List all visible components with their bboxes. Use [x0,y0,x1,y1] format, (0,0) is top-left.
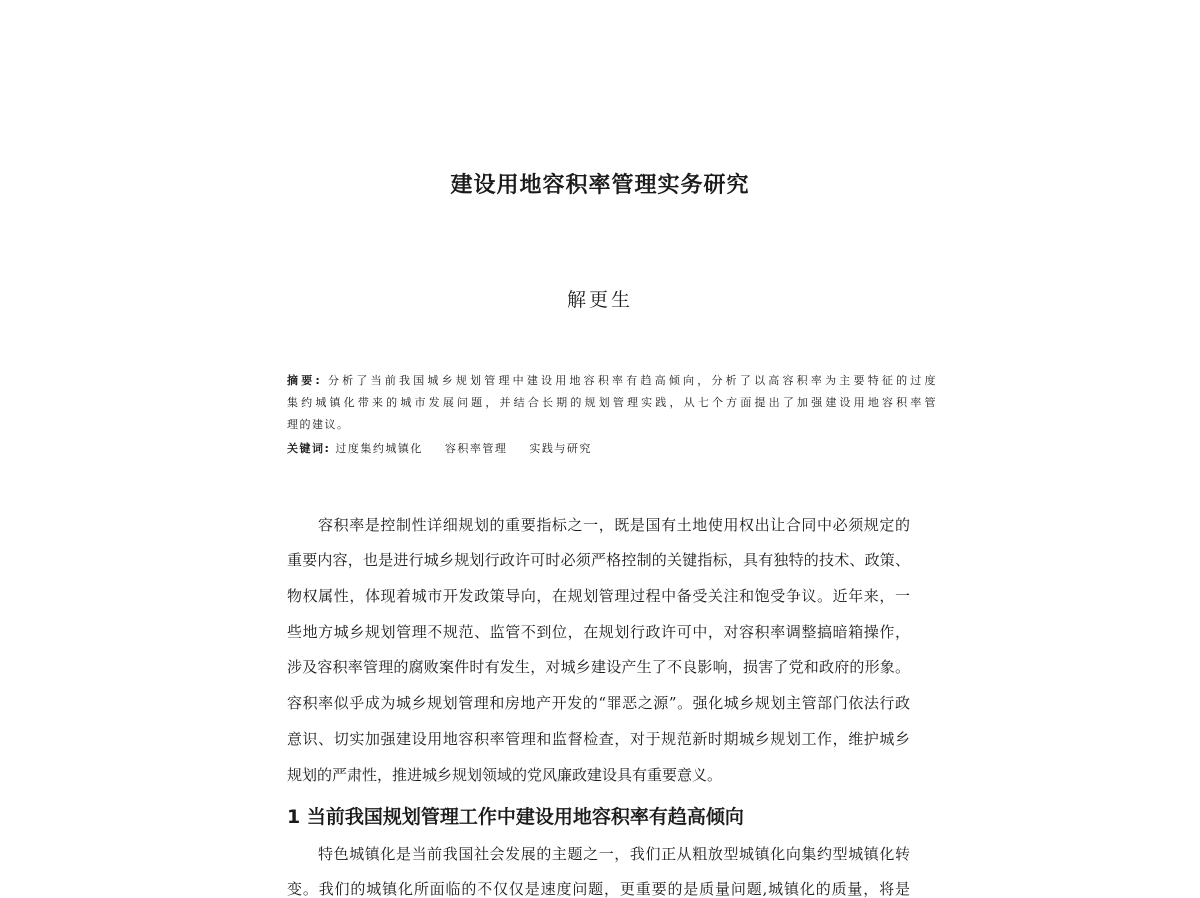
keywords [287,442,937,456]
body-line: 物权属性，体现着城市开发政策导向，在规划管理过程中备受关注和饱受争议。近年来，一 [287,587,910,605]
body-line: 容积率似乎成为城乡规划管理和房地产开发的“罪恶之源”。强化城乡规划主管部门依法行政 [287,694,910,712]
keyword: 过度集约城镇化 [335,442,423,455]
body-line: 规划的严肃性，推进城乡规划领域的党风廉政建设具有重要意义。 [287,766,723,784]
keyword: 容积率管理 [444,442,508,455]
body-line: 重要内容，也是进行城乡规划行政许可时必须严格控制的关键指标，具有独特的技术、政策、 [287,551,910,569]
abstract-line: 集约城镇化带来的城市发展问题，并结合长期的规划管理实践，从七个方面提出了加强建设用地容积率管 [287,396,937,409]
keyword: 实践与研究 [529,442,592,455]
abstract-text: 分析了当前我国城乡规划管理中建设用地容积率有趋高倾向，分析了以高容积率为主要特征的过度 [328,374,937,387]
section-heading: 1 当前我国规划管理工作中建设用地容积率有趋高倾向 [287,806,744,828]
body-line: 特色城镇化是当前我国社会发展的主题之一，我们正从粗放型城镇化向集约型城镇化转 [318,845,910,863]
body-line: 涉及容积率管理的腐败案件时有发生，对城乡建设产生了不良影响，损害了党和政府的形象。 [287,658,910,676]
abstract-line [287,374,937,388]
body-line: 变。我们的城镇化所面临的不仅仅是速度问题，更重要的是质量问题,城镇化的质量，将是 [287,880,910,898]
body-line: 意识、切实加强建设用地容积率管理和监督检查，对于规范新时期城乡规划工作，维护城乡 [287,730,910,748]
body-line: 些地方城乡规划管理不规范、监管不到位，在规划行政许可中，对容积率调整搞暗箱操作， [287,623,910,641]
body-line: 容积率是控制性详细规划的重要指标之一，既是国有土地使用权出让合同中必须规定的 [318,516,910,534]
abstract-label: 摘要: [287,374,322,387]
abstract-line: 理的建议。 [287,418,350,431]
author: 解更生 [566,289,633,311]
keywords-label: 关键词: [287,442,331,455]
document-title: 建设用地容积率管理实务研究 [450,173,750,198]
